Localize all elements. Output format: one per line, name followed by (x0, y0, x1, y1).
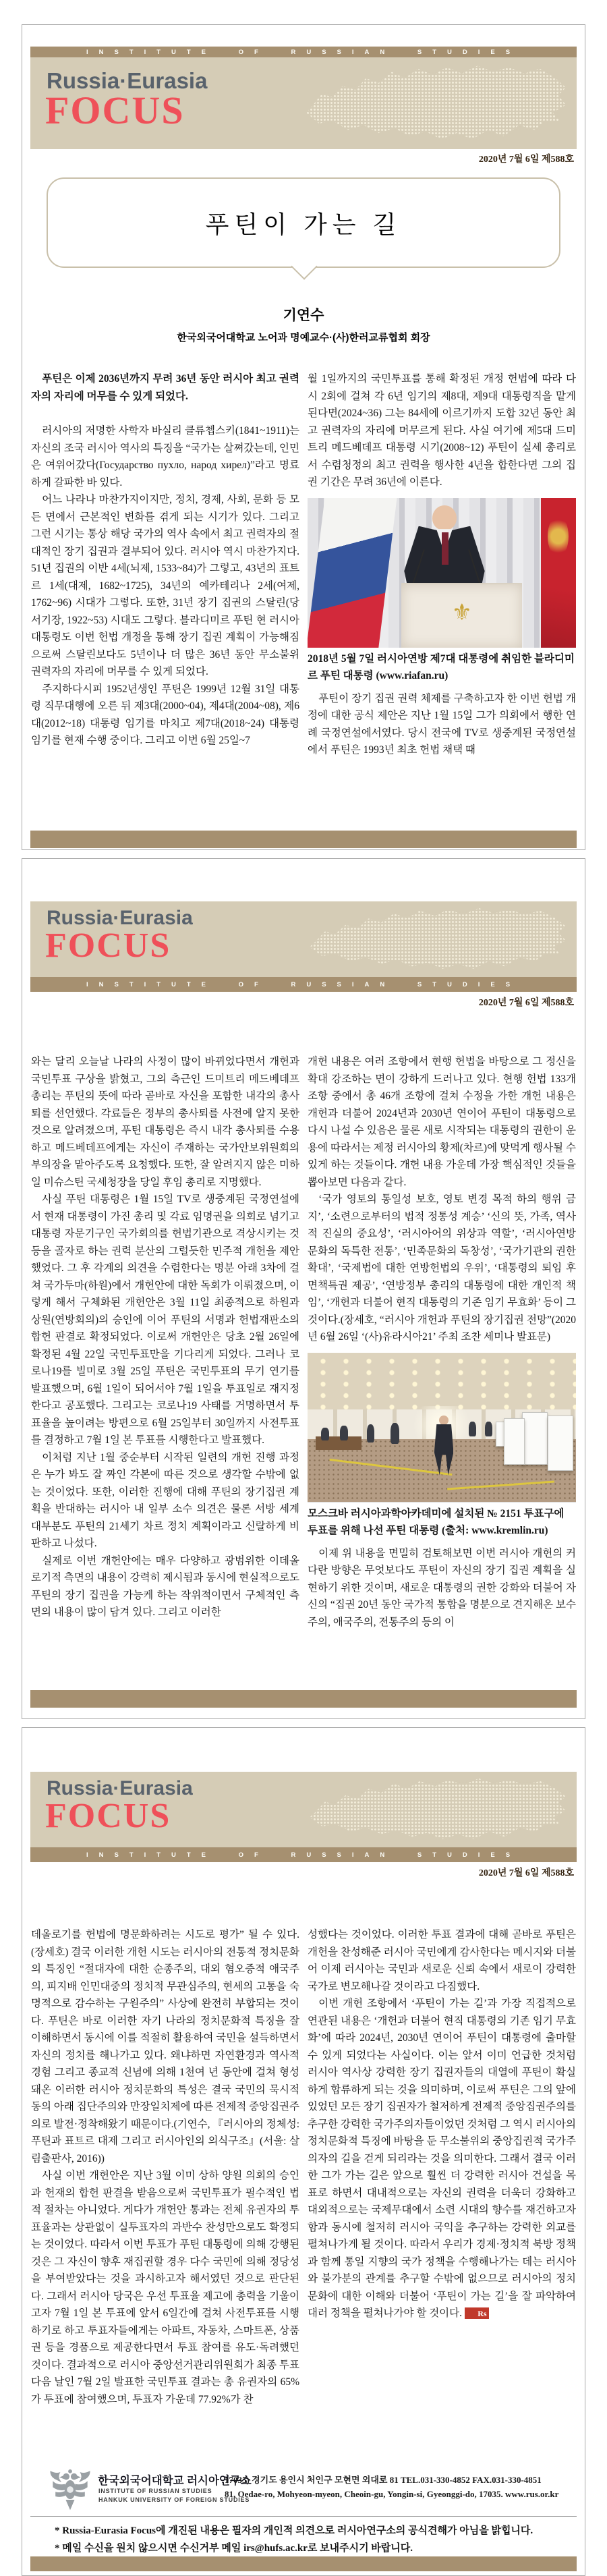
paragraph: 푸틴은 이제 2036년까지 무려 36년 동안 러시아 최고 권력자의 자리에 머무를 수 있게 되었다. (31, 373, 299, 402)
paragraph: 어느 나라나 마찬가지이지만, 정치, 경제, 사회, 문화 등 모든 면에서 근본적인 변화를 겪게 되는 시기가 있다. 그리고 그런 시기는 통상 해당 국가의 역사 속에서 최고 권력자의 절대적인 장기 집권과 결부되어 있다. 러시아 역시 마찬가지다. 51년 집권의 이반 4세(뇌제, 1533~84)가 그렇고, 43년의 표트르 1세(대제, 1682~1725), 34년의 예카테리나 2세(여제, 1762~96) 시대가 그렇다. 또한, 31년 장기 집권의 스탈린(당서기장, 1922~53) 시대도 그렇다. 블라디미르 푸틴 현 러시아 대통령도 이번 헌법 개정을 통해 장기 집권 계획이 가능해짐으로써 스탈린보다도 5년이나 더 많은 36년 동안 무소불위 권력자의 자리에 머무를 수 있게 되었다. (31, 494, 299, 677)
red-standard-flag (541, 498, 576, 648)
paragraph: 실제로 이번 개헌안에는 매우 다양하고 광범위한 이데올로기적 측면의 내용이 강력히 제시됨과 동시에 현실적으로도 푸틴의 장기 집권을 가능케 하는 작위적이면서 구체적인 측면의 내용이 많이 담겨 있다. 그리고 이러한 (31, 1555, 299, 1618)
hall-ceiling-lights (308, 1353, 576, 1409)
person-figure (321, 1428, 329, 1441)
paragraph: 이제 위 내용을 면밀히 검토해보면 이번 러시아 개헌의 커다란 방향은 무엇보다도 푸틴이 자신의 장기 집권 계획을 실현하기 위한 것이며, 새로운 대통령의 권한 강화와 더불어 자신의 “집권 20년 동안 국가적 통합을 명분으로 견지해온 보수주의, 애국주의, 전통주의 등의 이 (308, 1547, 576, 1628)
institute-band-bottom (30, 1847, 577, 1862)
paragraph: 성했다는 것이었다. 이러한 투표 결과에 대해 곧바로 푸틴은 개헌을 찬성해준 러시아 국민에게 감사한다는 메시지와 더불어 이제 러시아는 국민과 새로운 신뢰 속에서 새로이 강력한 국가로 변모해나갈 것이라고 다짐했다. (308, 1929, 576, 1992)
paragraph: 주지하다시피 1952년생인 푸틴은 1999년 12월 31일 대통령 직무대행에 오른 뒤 제3대(2000~04), 제4대(2004~08), 제6대(2012~18) 대통령 임기를 마치고 제7대(2018~24) 대통령 임기를 현재 수행 중이다. 그리고 이번 6월 25일~7 (31, 683, 299, 746)
page3-left-column (31, 1926, 299, 2447)
page-footer-band (30, 2556, 577, 2571)
paragraph: 이처럼 지난 1월 중순부터 시작된 일련의 개헌 진행 과정은 누가 봐도 잘 짜인 각본에 따른 것으로 생각할 수밖에 없는 것이었다. 또한, 이러한 진행에 대해 푸틴의 장기집권 계획을 반대하는 러시아 내 일부 소수 의견은 물론 서방 세계 대부분도 푸틴의 21세기 차르 정치 계획이라고 신랄하게 비판하고 나섰다. (31, 1451, 299, 1549)
paragraph: 개헌 내용은 여러 조항에서 현행 헌법을 바탕으로 그 정신을 확대 강조하는 면이 강하게 드러나고 있다. 현행 헌법 133개 조항 중에서 총 46개 조항에 걸쳐 수정을 가한 개헌 내용은 개헌과 더불어 2024년과 2030년 연이어 푸틴이 대통령으로 다시 나설 수 있음은 물론 새로 시작되는 대통령의 권한이 운용에 따라서는 제정 러시아의 황제(차르)에 맞먹게 행사될 수 있게 하는 것들이다. 개헌 내용 가운데 가장 핵심적인 것들을 뽑아보면 다음과 같다. (308, 1056, 576, 1188)
person-figure (485, 1422, 492, 1436)
institute-band-text: INSTITUTE OF RUSSIAN STUDIES (86, 48, 521, 56)
photo-caption: 모스크바 러시아과학아카데미에 설치된 № 2151 투표구에 투표를 위해 나선 푸틴 대통령 (출처: www.kremlin.ru) (308, 1507, 565, 1536)
paragraph: 사실 푸틴 대통령은 1월 15일 TV로 생중계된 국정연설에서 현재 대통령이 가진 총리 및 각료 임명권을 의회로 넘기고 대통령 자문기구인 국가회의를 헌법기관으로 격상시키는 것 등을 골자로 하는 권력 분산의 그럴듯한 민주적 개헌을 제안했었다. 그 후 각계의 의견을 수렴한다는 명분 아래 3차에 걸쳐 국가두마(하원)에서 개헌안에 대한 독회가 이뤄졌으며, 이렇게 해서 구체화된 개헌안은 3월 11일 최종적으로 하원과 상원(연방회의)의 승인에 이어 푸틴의 서명과 헌법재판소의 합헌 판결로 확정되었다. 이로써 개헌안은 당초 2월 26일에 확정된 4월 22일 국민투표만을 기다리게 되었다. 그러나 코로나19를 빌미로 3월 25일 푸틴은 국민투표의 무기 연기를 발표했으며, 6월 1일이 되어서야 7월 1일을 투표일로 재지정한다고 공포했다. 그리고는 코로나19 사태를 거명하면서 투표율을 높이려는 방편으로 6월 25일부터 30일까지 사전투표를 결정하고 7월 1일 본 투표를 시행한다고 발표했다. (31, 1194, 299, 1446)
voting-booth (504, 1418, 525, 1465)
masthead (30, 1772, 577, 1847)
voting-booth (522, 1412, 548, 1464)
page-footer-band (30, 831, 577, 848)
person-figure (340, 1426, 348, 1440)
photo-caption: 2018년 5월 7일 러시아연방 제7대 대통령에 취임한 블라디미르 푸틴 대통령 (www.riafan.ru) (308, 652, 575, 681)
gold-emblem (548, 515, 569, 557)
masthead (30, 57, 577, 149)
person-figure (391, 1423, 399, 1444)
paragraph: ‘국가 영토의 통일성 보호, 영토 변경 목적 하의 행위 금지’, ‘소련으로부터의 법적 정통성 계승’ ‘신의 뜻, 가족, 역사적 진실의 중요성’, ‘러시아어의 위상과 역할’, ‘러시아연방 문화의 독특한 전통’, ‘민족문화의 독창성’, ‘국가기관의 권한 확대’, ‘국제법에 대한 연방헌법의 우위’, ‘대통령의 퇴임 후 면책특권 제공’, ‘연방정부 총리의 대통령에 대한 개인적 책임’, ‘개헌과 더불어 현직 대통령의 기존 임기 무효화’ 등이 그것이다.(장세호, “러시아 개헌과 푸틴의 장기집권 전망”(2020년 6월 26일 ‘(사)유라시아21’ 주최 조찬 세미나 발표문) (308, 1194, 576, 1343)
double-eagle-emblem-icon: ⚜ (451, 600, 473, 626)
author-affiliation: 한국외국어대학교 노어과 명예교수·(사)한러교류협회 회장 (177, 332, 430, 343)
article-title: 푸틴이 가는 길 (205, 211, 402, 238)
page-3 (22, 1727, 585, 2576)
paragraph: 푸틴이 장기 집권 권력 체제를 구축하고자 한 이번 헌법 개정에 대한 공식 제안은 지난 1월 15일 그가 의회에서 행한 연례 국정연설에서였다. 당시 전국에 TV로 생중계된 국정연설에서 푸틴은 1993년 최초 헌법 채택 때 (308, 692, 576, 756)
russia-map-dotted (310, 1777, 566, 1842)
footer-divider (30, 2516, 577, 2517)
brand-line1: Russia·Eurasia (47, 1777, 193, 1799)
institute-band-top (30, 47, 577, 57)
disclaimer-note: * Russia-Eurasia Focus에 개진된 내용은 필자의 개인적 의견으로 러시아연구소의 공식견해가 아님을 밝힙니다. (55, 2525, 533, 2536)
person-figure (469, 1422, 476, 1436)
focus-end-mark: Rs (465, 2307, 489, 2319)
page-footer-band (30, 1690, 577, 1708)
brand-line1: Russia·Eurasia (47, 68, 208, 93)
unsubscribe-note: * 메일 수신을 원치 않으시면 수신거부 메일 irs@hufs.ac.kr로 보내주시기 바랍니다. (55, 2543, 413, 2554)
author-name: 기연수 (283, 308, 324, 323)
paragraph: 와는 달리 오늘날 나라의 사정이 많이 바뀌었다면서 개헌과 국민투표 구상을 밝혔고, 그의 측근인 드미트리 메드베데프 총리는 푸틴의 뜻에 따라 곧바로 자신을 포함한 내각의 총사퇴를 선언했다. 각료들은 정부의 총사퇴를 사전에 알지 못한 것으로 알려졌으며, 푸틴 대통령은 즉시 내각 총사퇴를 수용하고 메드베데프에게는 자신이 주재하는 국가안보위원회의 부의장을 맡아주도록 요청했다. 또한, 잘 알려지지 않은 미하일 미슈스틴 국세청장을 당일 후임 총리로 지명했다. (31, 1056, 299, 1188)
footer-org-english-1: INSTITUTE OF RUSSIAN STUDIES (98, 2488, 212, 2494)
footer-org-korean: 한국외국어대학교 러시아연구소 (98, 2475, 252, 2487)
brand-line1: Russia·Eurasia (47, 907, 193, 929)
footer-address-korean: 17035) 경기도 용인시 처인구 모현면 외대로 81 TEL.031-330-4852 FAX.031-330-4851 (225, 2475, 542, 2485)
masthead (30, 901, 577, 977)
brand-line2: FOCUS (45, 1797, 171, 1835)
page2-right-column (308, 1053, 576, 1689)
photo-polling-station (308, 1353, 576, 1503)
institute-eagle-logo (49, 2467, 91, 2515)
person-figure (367, 1424, 375, 1443)
issue-date: 2020년 7월 6일 제588호 (478, 998, 574, 1008)
kremlin-podium (401, 583, 522, 647)
footer-address-english: 81, Oedae-ro, Mohyeon-myeon, Cheoin-gu, Yongin-si, Gyeonggi-do, 17035. www.rus.or.kr (225, 2489, 559, 2499)
page-2 (22, 858, 585, 1719)
issue-date: 2020년 7월 6일 제588호 (478, 1868, 574, 1878)
voting-booth (548, 1416, 573, 1471)
brand-line2: FOCUS (45, 88, 185, 132)
photo-putin-inauguration (308, 498, 576, 648)
page3-right-column (308, 1926, 576, 2447)
paragraph: 러시아의 저명한 사학자 바실리 클류쳅스키(1841~1911)는 자신의 조국 러시아 역사의 특징을 “국가는 살쪄갔는데, 인민은 여위어갔다(Государство пухло, народ хирел)”라고 명료하게 갈파한 바 있다. (31, 425, 299, 488)
page1-right-column (308, 370, 576, 828)
brand-line2: FOCUS (45, 926, 171, 965)
paragraph (308, 1995, 576, 2322)
putin-figure-head (432, 505, 457, 531)
page-1 (22, 24, 585, 850)
institute-band-text: INSTITUTE OF RUSSIAN STUDIES (86, 980, 521, 988)
issue-date: 2020년 7월 6일 제588호 (478, 155, 574, 165)
russia-map-dotted (306, 64, 566, 142)
russia-map-dotted (310, 907, 566, 972)
paragraph: 월 1일까지의 국민투표를 통해 확정된 개정 헌법에 따라 다시 2회에 걸쳐 각 6년 임기의 제8대, 제9대 대통령직을 맡게 된다면(2024~36) 그는 84세에 이르기까지 도합 32년 동안 최고 권력자의 자리에 머무르게 된다. 사실 여기에 제5대 드미트리 메드베데프 대통령 시기(2008~12) 푸틴이 실세 총리로서 수렴청정의 최고 권력을 행사한 4년을 합한다면 그의 집권 기간은 무려 36년에 이른다. (308, 373, 576, 488)
footer-org-english-2: HANKUK UNIVERSITY OF FOREIGN STUDIES (98, 2496, 250, 2503)
paragraph: 데올로기를 헌법에 명문화하려는 시도로 평가” 될 수 있다.(장세호) 결국 이러한 개헌 시도는 러시아의 전통적 정치문화의 특징인 “절대자에 대한 순종주의, 대외 혐오증적 애국주의, 피지배 인민대중의 정치적 무관심주의, 현세의 고통을 숙명적으로 감수하는 구원주의” 사상에 완전히 부합되는 것이다. 푸틴은 바로 이러한 자기 나라의 정치문화적 특징을 잘 이해하면서 동시에 이를 적절히 활용하여 국민을 설득하면서 자신의 정치를 해나가고 있다. 왜냐하면 자연환경과 역사적 경험 그리고 종교적 신념에 의해 1천여 년 동안에 걸쳐 형성돼온 이러한 러시아 정치문화의 특성은 결국 국민의 묵시적 동의 아래 집단주의와 만장일치제에 따른 전제적 중앙집권주의로 발전·정착해왔기 때문이다.(기연수, 『러시아의 정체성: 푸틴과 표트르 대제 그리고 러시아인의 의식구조』(서울: 살림출판사, 2016)) (31, 1929, 299, 2164)
institute-band-text: INSTITUTE OF RUSSIAN STUDIES (86, 1851, 521, 1859)
page1-left-column (31, 370, 299, 828)
paragraph-text: 이번 개헌 조항에서 ‘푸틴이 가는 길’과 가장 직접적으로 연관된 내용은 ‘개헌과 더불어 현직 대통령의 기존 임기 무효화’에 따라 2024년, 2030년 연이어 푸틴이 대통령에 출마할 수 있게 되었다는 사실이다. 이는 앞서 이미 언급한 것처럼 러시아 역사상 강력한 장기 집권자들의 대열에 푸틴이 확실하게 합류하게 되는 것을 의미하며, 이로써 푸틴은 그의 앞에 있었던 모든 장기 집권자가 철저하게 전제적 중앙집권주의를 추구한 강력한 국가주의자들이었던 것처럼 그 역시 러시아의 정치문화적 특징에 바탕을 둔 무소불위의 중앙집권적 국가주의자의 길을 걷게 되리라는 것을 의미한다. 그래서 결국 이러한 그가 가는 길은 앞으로 훨씬 더 강력한 러시아 건설을 목표로 하면서 대내적으로는 자신의 권력을 더욱더 강화하고 대외적으로는 국제무대에서 소련 시대의 향수를 재건하고자 함과 동시에 철저히 러시아 국익을 추구하는 강력한 외교를 펼쳐나가게 될 것이다. 따라서 우리가 경제·정치적 북방 정책과 함께 통일 지향의 국가 정책을 수행해나가는 데는 러시아와 불가분의 관계를 추구할 수밖에 없으므로 러시아의 정치문화에 대한 이해와 더불어 ‘푸틴이 가는 길’을 잘 파악하여 대러 정책을 펼쳐나가야 할 것이다. (308, 1998, 576, 2319)
institute-band-bottom (30, 977, 577, 992)
putin-figure-tie (442, 532, 449, 565)
page2-left-column (31, 1053, 299, 1689)
paragraph: 사실 이번 개헌안은 지난 3월 이미 상하 양원 의회의 승인과 헌재의 합헌 판결을 받음으로써 국민투표가 필수적인 법적 절차는 아니었다. 게다가 개헌안 통과는 전체 유권자의 투표율과는 상관없이 실투표자의 과반수 찬성만으로도 확정되는 것이었다. 따라서 이번 투표가 푸틴 대통령에 의해 강행된 것은 그 자신이 향후 재집권할 경우 다수 국민에 의해 정당성을 부여받았다는 것을 과시하고자 해서였던 것으로 판단된다. 그래서 러시아 당국은 우선 투표율 제고에 총력을 기울이고자 7월 1일 본 투표에 앞서 6일간에 걸쳐 사전투표를 시행하기로 하고 투표자들에게는 아파트, 자동차, 스마트폰, 상품권 등을 경품으로 제공한다면서 투표 참여를 유도·독려했던 것이다. 결과적으로 러시아 중앙선거관리위원회가 최종 투표 다음 날인 7월 2일 발표한 국민투표 결과는 총 유권자의 65%가 투표에 참여했으며, 투표자 가운데 77.92%가 찬 (31, 2170, 299, 2405)
